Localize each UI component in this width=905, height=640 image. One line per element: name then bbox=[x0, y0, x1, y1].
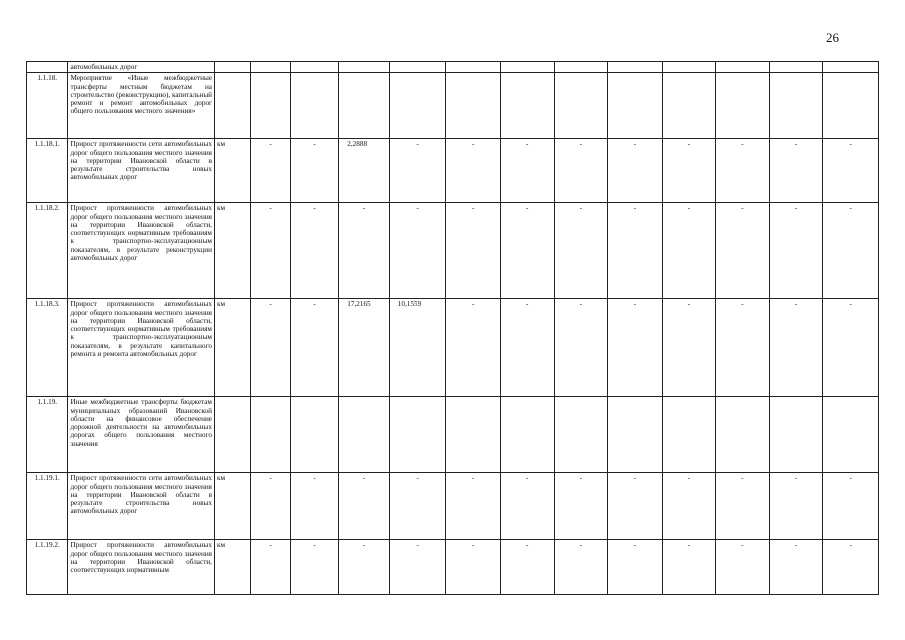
value-cell: - bbox=[290, 540, 339, 595]
unit-cell: км bbox=[214, 139, 250, 203]
indicator-description-cell: автомобильных дорог bbox=[68, 62, 215, 73]
value-cell bbox=[554, 73, 608, 139]
value-cell: - bbox=[290, 139, 339, 203]
value-cell: - bbox=[251, 473, 290, 540]
value-cell bbox=[662, 62, 716, 73]
value-cell: - bbox=[769, 139, 823, 203]
row-number-cell: 1.1.18.1. bbox=[27, 139, 68, 203]
value-cell bbox=[608, 397, 663, 473]
indicator-description-cell: Прирост протяженности автомобильных дорог общего пользования местного значения на территории Ивановской области, соответствующих нормативным требованиям к транспортно-эксплуатационным показателям, в результате реконструкции автомобильных дорог bbox=[68, 203, 215, 299]
value-cell: - bbox=[500, 473, 554, 540]
value-cell: - bbox=[389, 139, 446, 203]
value-cell bbox=[823, 397, 879, 473]
value-cell bbox=[500, 62, 554, 73]
value-cell: 17,2165 bbox=[339, 299, 390, 397]
value-cell: - bbox=[662, 139, 716, 203]
value-cell: - bbox=[389, 540, 446, 595]
value-cell: - bbox=[769, 473, 823, 540]
value-cell: - bbox=[608, 473, 663, 540]
indicator-table bbox=[26, 61, 879, 595]
value-cell: - bbox=[823, 139, 879, 203]
value-cell: - bbox=[662, 203, 716, 299]
indicator-description-cell: Мероприятие «Иные межбюджетные трансферты местным бюджетам на строительство (реконструкцию), капитальный ремонт и ремонт автомобильных дорог общего пользования местного значения» bbox=[68, 73, 215, 139]
table-row bbox=[27, 473, 879, 540]
value-cell: - bbox=[554, 299, 608, 397]
value-cell: - bbox=[716, 139, 770, 203]
value-cell bbox=[251, 73, 290, 139]
value-cell bbox=[389, 62, 446, 73]
value-cell: - bbox=[769, 299, 823, 397]
value-cell bbox=[716, 397, 770, 473]
value-cell: - bbox=[823, 473, 879, 540]
value-cell bbox=[823, 73, 879, 139]
value-cell: - bbox=[608, 203, 663, 299]
value-cell: - bbox=[554, 139, 608, 203]
value-cell bbox=[823, 62, 879, 73]
row-number-cell: 1.1.18. bbox=[27, 73, 68, 139]
value-cell: - bbox=[608, 139, 663, 203]
row-number-cell: 1.1.19. bbox=[27, 397, 68, 473]
table-row bbox=[27, 299, 879, 397]
value-cell: - bbox=[446, 203, 501, 299]
value-cell: - bbox=[251, 299, 290, 397]
unit-cell bbox=[214, 397, 250, 473]
value-cell: - bbox=[662, 540, 716, 595]
value-cell: - bbox=[823, 203, 879, 299]
value-cell bbox=[500, 73, 554, 139]
value-cell: - bbox=[251, 540, 290, 595]
value-cell bbox=[389, 397, 446, 473]
value-cell: - bbox=[608, 540, 663, 595]
value-cell bbox=[608, 62, 663, 73]
value-cell bbox=[769, 397, 823, 473]
value-cell bbox=[716, 73, 770, 139]
row-number-cell bbox=[27, 62, 68, 73]
value-cell bbox=[290, 397, 339, 473]
unit-cell: км bbox=[214, 540, 250, 595]
unit-cell bbox=[214, 62, 250, 73]
value-cell bbox=[446, 73, 501, 139]
value-cell bbox=[769, 73, 823, 139]
value-cell bbox=[446, 62, 501, 73]
page-number: 26 bbox=[826, 30, 839, 45]
value-cell bbox=[339, 397, 390, 473]
value-cell bbox=[662, 73, 716, 139]
value-cell: - bbox=[608, 299, 663, 397]
value-cell: 2,2888 bbox=[339, 139, 390, 203]
value-cell: - bbox=[446, 473, 501, 540]
value-cell bbox=[290, 62, 339, 73]
value-cell: - bbox=[290, 473, 339, 540]
unit-cell: км bbox=[214, 473, 250, 540]
row-number-cell: 1.1.19.2. bbox=[27, 540, 68, 595]
value-cell bbox=[339, 73, 390, 139]
value-cell bbox=[290, 73, 339, 139]
value-cell bbox=[339, 62, 390, 73]
unit-cell: км bbox=[214, 299, 250, 397]
value-cell bbox=[554, 62, 608, 73]
value-cell: - bbox=[290, 299, 339, 397]
value-cell: - bbox=[769, 203, 823, 299]
value-cell: - bbox=[290, 203, 339, 299]
value-cell: - bbox=[823, 540, 879, 595]
table-row bbox=[27, 397, 879, 473]
indicator-description-cell: Прирост протяженности автомобильных дорог общего пользования местного значения на территории Ивановской области, соответствующих нормативным требованиям к транспортно-эксплуатационным показателям, в результате капитального ремонта и ремонта автомобильных дорог bbox=[68, 299, 215, 397]
unit-cell bbox=[214, 73, 250, 139]
value-cell: - bbox=[500, 299, 554, 397]
value-cell bbox=[500, 397, 554, 473]
value-cell: - bbox=[339, 540, 390, 595]
value-cell: - bbox=[716, 203, 770, 299]
row-number-cell: 1.1.19.1. bbox=[27, 473, 68, 540]
indicator-description-cell: Иные межбюджетные трансферты бюджетам муниципальных образований Ивановской области на финансовое обеспечение дорожной деятельности на автомобильных дорогах общего пользования местного значения bbox=[68, 397, 215, 473]
value-cell: - bbox=[554, 203, 608, 299]
row-number-cell: 1.1.18.3. bbox=[27, 299, 68, 397]
value-cell bbox=[446, 397, 501, 473]
value-cell: - bbox=[716, 540, 770, 595]
unit-cell: км bbox=[214, 203, 250, 299]
indicator-description-cell: Прирост протяженности сети автомобильных дорог общего пользования местного значения на территории Ивановской области в результате строительства новых автомобильных дорог bbox=[68, 139, 215, 203]
value-cell: - bbox=[554, 473, 608, 540]
value-cell: - bbox=[446, 139, 501, 203]
value-cell: - bbox=[389, 473, 446, 540]
table-row bbox=[27, 139, 879, 203]
value-cell: - bbox=[389, 203, 446, 299]
value-cell: - bbox=[716, 473, 770, 540]
value-cell bbox=[662, 397, 716, 473]
value-cell: - bbox=[500, 540, 554, 595]
value-cell: - bbox=[446, 540, 501, 595]
value-cell: - bbox=[251, 139, 290, 203]
value-cell bbox=[716, 62, 770, 73]
value-cell: - bbox=[339, 203, 390, 299]
value-cell bbox=[554, 397, 608, 473]
value-cell: - bbox=[662, 299, 716, 397]
value-cell: - bbox=[339, 473, 390, 540]
table-row bbox=[27, 203, 879, 299]
value-cell bbox=[608, 73, 663, 139]
table-row bbox=[27, 62, 879, 73]
value-cell: - bbox=[769, 540, 823, 595]
value-cell: - bbox=[716, 299, 770, 397]
indicator-description-cell: Прирост протяженности сети автомобильных дорог общего пользования местного значения на территории Ивановской области в результате строительства новых автомобильных дорог bbox=[68, 473, 215, 540]
value-cell: - bbox=[662, 473, 716, 540]
value-cell bbox=[389, 73, 446, 139]
value-cell bbox=[251, 397, 290, 473]
value-cell: - bbox=[251, 203, 290, 299]
table-row bbox=[27, 73, 879, 139]
value-cell: - bbox=[500, 139, 554, 203]
value-cell: 10,1559 bbox=[389, 299, 446, 397]
value-cell: - bbox=[554, 540, 608, 595]
value-cell bbox=[251, 62, 290, 73]
indicator-description-cell: Прирост протяженности автомобильных дорог общего пользования местного значения на территории Ивановской области, соответствующих нормативным bbox=[68, 540, 215, 595]
value-cell bbox=[769, 62, 823, 73]
row-number-cell: 1.1.18.2. bbox=[27, 203, 68, 299]
value-cell: - bbox=[500, 203, 554, 299]
value-cell: - bbox=[446, 299, 501, 397]
value-cell: - bbox=[823, 299, 879, 397]
table-row bbox=[27, 540, 879, 595]
